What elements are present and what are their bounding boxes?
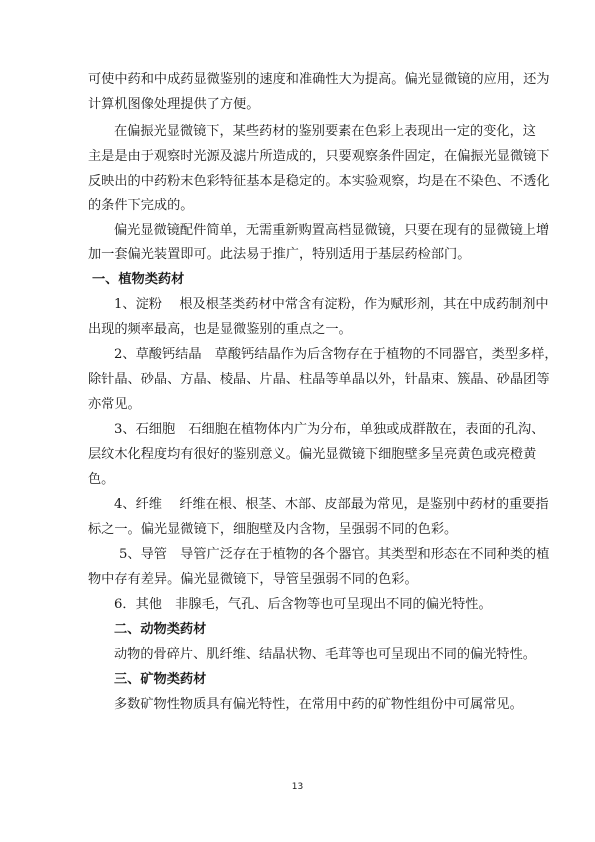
text-line: 计算机图像处理提供了方便。 (88, 97, 260, 112)
text-line: 动物的骨碎片、肌纤维、结晶状物、毛茸等也可呈现出不同的偏光特性。 (114, 647, 536, 662)
text-line: 2、草酸钙结晶 草酸钙结晶作为后含物存在于植物的不同器官，类型多样， (114, 347, 558, 362)
text-line: 3、石细胞 石细胞在植物体内广为分布，单独或成群散在，表面的孔沟、 (114, 422, 545, 437)
section-heading-mineral: 三、矿物类药材 (114, 672, 207, 687)
text-line: 亦常见。 (88, 397, 141, 412)
text-line: 1、淀粉 根及根茎类药材中常含有淀粉，作为赋形剂，其在中成药制剂中 (114, 297, 549, 312)
text-line: 可使中药和中成药显微鉴别的速度和准确性大为提高。偏光显微镜的应用，还为 (88, 72, 550, 87)
text-line: 反映出的中药粉末色彩特征基本是稳定的。本实验观察，均是在不染色、不透化 (88, 174, 550, 189)
text-line: 标之一。偏光显微镜下，细胞壁及内含物，呈强弱不同的色彩。 (88, 522, 458, 537)
text-line: 在偏振光显微镜下，某些药材的鉴别要素在色彩上表现出一定的变化，这 (114, 124, 536, 139)
text-line: 加一套偏光装置即可。此法易于推广，特别适用于基层药检部门。 (88, 247, 471, 262)
section-heading-plant: 一、植物类药材 (92, 272, 185, 287)
text-line: 除针晶、砂晶、方晶、棱晶、片晶、柱晶等单晶以外，针晶束、簇晶、砂晶团等 (88, 372, 550, 387)
text-line: 层纹木化程度均有很好的鉴别意义。偏光显微镜下细胞壁多呈亮黄色或亮橙黄 (88, 447, 537, 462)
text-line: 物中存有差异。偏光显微镜下，导管呈强弱不同的色彩。 (88, 572, 418, 587)
section-heading-animal: 二、动物类药材 (114, 622, 207, 637)
text-line: 6．其他 非腺毛，气孔、后含物等也可呈现出不同的偏光特性。 (114, 597, 492, 612)
text-line: 的条件下完成的。 (88, 198, 194, 213)
text-line: 4、纤维 纤维在根、根茎、木部、皮部最为常见，是鉴别中药材的重要指 (114, 497, 549, 512)
text-line: 出现的频率最高，也是显微鉴别的重点之一。 (88, 322, 352, 337)
text-line: 5、导管 导管广泛存在于植物的各个器官。其类型和形态在不同种类的植 (119, 547, 550, 562)
text-line: 多数矿物性物质具有偏光特性，在常用中药的矿物性组份中可属常见。 (114, 697, 523, 712)
text-line: 色。 (88, 472, 115, 487)
page-number: 13 (291, 782, 304, 792)
text-line: 主是是由于观察时光源及滤片所造成的，只要观察条件固定，在偏振光显微镜下 (88, 149, 550, 164)
text-line: 偏光显微镜配件简单，无需重新购置高档显微镜，只要在现有的显微镜上增 (114, 223, 550, 238)
